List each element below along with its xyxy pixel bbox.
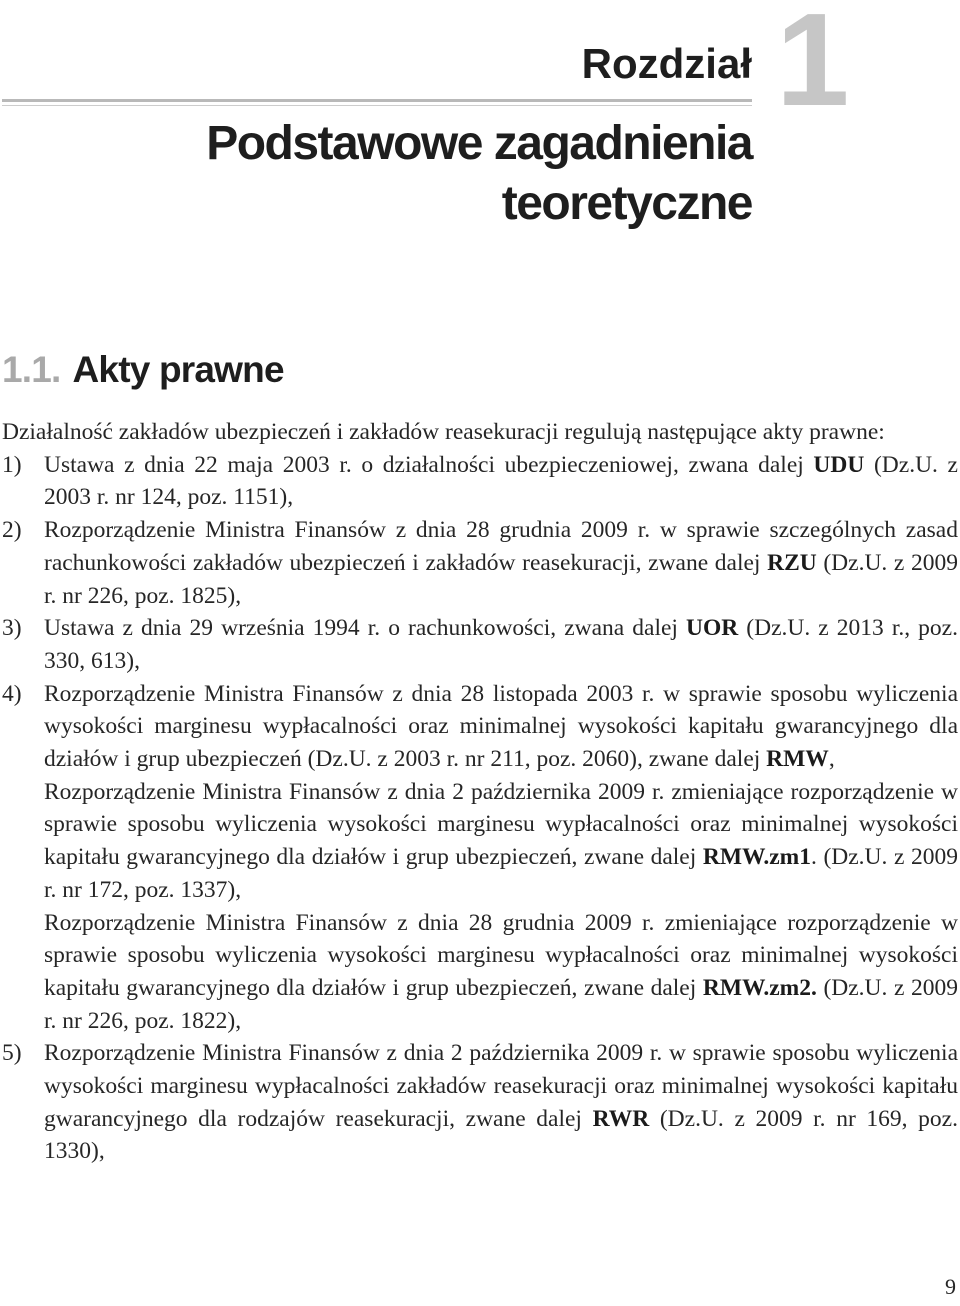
act-abbreviation: RWR [592, 1105, 650, 1132]
act-abbreviation: UDU [813, 451, 865, 478]
list-marker: 1) [2, 451, 22, 478]
act-citation: (Dz.U. z 2009 r. nr 226, poz. 1825), [44, 549, 958, 609]
body-text [2, 416, 958, 1168]
act-abbreviation: UOR [686, 615, 739, 642]
act-text: Rozporządzenie Ministra Finansów z dnia 28 grudnia 2009 r. zmieniające rozporządzenie w sprawie sposobu wyliczenia wysokości marginesu wypłacalności oraz minimalnej wysokości kapitału gwarancyjnego dla działów i grup ubezpieczeń, zwane dalej [44, 909, 958, 1001]
chapter-title-line: Podstawowe zagadnienia [206, 117, 752, 170]
chapter-label: Rozdział [581, 40, 752, 87]
section-number: 1.1. [2, 349, 61, 390]
act-citation: (Dz.U. z 2003 r. nr 124, poz. 1151), [44, 451, 958, 511]
act-abbreviation: RZU [767, 549, 817, 576]
act-text: Rozporządzenie Ministra Finansów z dnia 2 października 2009 r. w sprawie sposobu wyliczenia wysokości marginesu wypłacalności zakładów reasekuracji oraz minimalnej wysokości kapitału gwarancyjnego dla rodzajów reasekuracji, zwane dalej [44, 1040, 958, 1132]
chapter-rule [2, 99, 752, 102]
act-text: Rozporządzenie Ministra Finansów z dnia 2 października 2009 r. zmieniające rozporządzenie w sprawie sposobu wyliczenia wysokości marginesu wypłacalności oraz minimalnej wysokości kapitału gwarancyjnego dla działów i grup ubezpieczeń, zwane dalej [44, 778, 958, 871]
list-item [2, 1037, 958, 1168]
list-marker: 5) [2, 1040, 22, 1067]
act-citation: . (Dz.U. z 2009 r. nr 172, poz. 1337), [44, 844, 958, 903]
chapter-rule-thin [2, 105, 752, 106]
act-citation: , [828, 746, 835, 773]
act-abbreviation: RMW [766, 746, 829, 773]
list-marker: 3) [2, 615, 22, 642]
list-marker: 4) [2, 680, 22, 707]
list-item [2, 514, 958, 612]
section-title: Akty prawne [72, 349, 284, 390]
amendment [44, 776, 958, 907]
chapter-title [0, 114, 752, 234]
legal-acts-list [2, 449, 958, 1168]
act-text: Ustawa z dnia 22 maja 2003 r. o działalności ubezpieczeniowej, zwana dalej [44, 451, 814, 478]
act-text: Ustawa z dnia 29 września 1994 r. o rachunkowości, zwana dalej [44, 615, 686, 642]
chapter-number: 1 [776, 0, 850, 133]
amendment [44, 907, 958, 1038]
act-abbreviation: RMW.zm1 [702, 844, 811, 871]
act-text: Rozporządzenie Ministra Finansów z dnia 28 grudnia 2009 r. w sprawie szczególnych zasad rachunkowości zakładów ubezpieczeń i zakładów reasekuracji, zwane dalej [44, 517, 958, 576]
list-item [2, 449, 958, 514]
act-text: Rozporządzenie Ministra Finansów z dnia 28 listopada 2003 r. w sprawie sposobu wyliczenia wysokości marginesu wypłacalności oraz minimalnej wysokości kapitału gwarancyjnego dla działów i grup ubezpieczeń (Dz.U. z 2003 r. nr 211, poz. 2060), zwane dalej [44, 680, 958, 773]
act-citation: (Dz.U. z 2009 r. nr 226, poz. 1822), [44, 974, 958, 1034]
act-abbreviation: RMW.zm2. [702, 974, 817, 1001]
act-citation: (Dz.U. z 2013 r., poz. 330, 613), [44, 615, 958, 674]
section-heading [2, 345, 284, 395]
intro-paragraph: Działalność zakładów ubezpieczeń i zakładów reasekuracji regulują następujące akty prawne: [2, 419, 885, 445]
act-citation: (Dz.U. z 2009 r. nr 169, poz. 1330), [44, 1105, 958, 1165]
chapter-title-line: teoretyczne [501, 177, 752, 230]
page-number: 9 [945, 1274, 956, 1299]
list-item [2, 678, 958, 1038]
list-marker: 2) [2, 517, 22, 544]
list-item [2, 612, 958, 677]
